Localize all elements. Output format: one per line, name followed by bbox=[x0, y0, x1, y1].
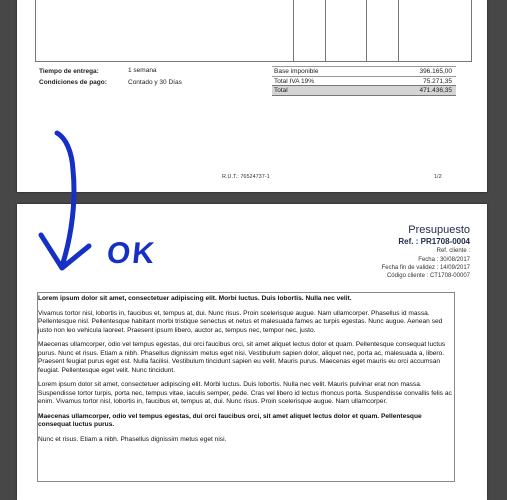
totals-value: 75.271,35 bbox=[423, 78, 452, 85]
payment-terms-label: Condiciones de pago: bbox=[39, 79, 107, 86]
totals-row-base bbox=[272, 66, 456, 76]
paragraph: Lorem ipsum dolor sit amet, consectetuer adipiscing elit. Morbi luctus. Duis lobortis. Nulla nec velit. bbox=[38, 295, 352, 302]
totals-value: 396.165,00 bbox=[419, 68, 452, 75]
paragraph: Nunc et risus. Etiam a nibh. Phasellus dignissim metus eget nisi. bbox=[38, 435, 227, 443]
table-column-divider bbox=[366, 0, 367, 61]
ok-annotation-text: OK bbox=[105, 237, 158, 270]
document-page-2 bbox=[17, 204, 487, 500]
totals-value: 471.436,35 bbox=[419, 87, 452, 94]
paragraph: Vivamus tortor nisl, lobortis in, faucibus et, tempus at, dui. Nunc risus. Proin scelerisque augue. Nam ullamcorper. Phasellus id massa. Pellentesque nisl. Pellentesque habitant morbi tristique senectus et netus et malesuada fames ac turpis egestas. Nunc augue. Aenean sed justo non leo vehicula laoreet. Praesent ipsum libero, auctor ac, tempus nec, tempor nec, justo. bbox=[38, 309, 443, 334]
client-code: Código cliente : CT1708-00007 bbox=[386, 273, 470, 279]
note-text-box bbox=[37, 292, 455, 482]
delivery-time-value: 1 semana bbox=[128, 67, 157, 74]
totals-label: Base imponible bbox=[274, 68, 319, 75]
totals-label: Total bbox=[274, 87, 288, 94]
totals-row-total bbox=[272, 85, 456, 96]
client-ref: Ref. cliente : bbox=[436, 248, 470, 254]
footer-page-number: 1/2 bbox=[434, 174, 442, 180]
quote-ref: Ref. : PR1708-0004 bbox=[398, 237, 470, 246]
quote-title: Presupuesto bbox=[408, 224, 470, 236]
totals-label: Total IVA 19% bbox=[274, 78, 314, 85]
delivery-time-label: Tiempo de entrega: bbox=[39, 68, 99, 75]
document-page-1 bbox=[17, 0, 487, 192]
paragraph: Maecenas ullamcorper, odio vel tempus egestas, dui orci faucibus orci, sit amet aliquet lectus dolor et quam. Pellentesque consequat luctus purus. bbox=[38, 412, 422, 428]
validity-date: Fecha fin de validez : 14/09/2017 bbox=[381, 265, 470, 271]
items-table bbox=[35, 0, 472, 62]
paragraph: Maecenas ullamcorper, odio vel tempus egestas, dui orci faucibus orci, sit amet aliquet lectus dolor et quam. Pellentesque consequat luctus purus. Nunc et risus. Etiam a nibh. Phasellus dignissim metus eget nisi. Vestibulum sapien dolor, aliquet nec, porta ac, malesuada a, libero. Praesent feugiat purus eget est. Nulla facilisi. Vestibulum tincidunt sapien eu velit. Mauris purus. Maecenas eget mauris eu orci accumsan feugiat. Pellentesque eget velit. Nunc tincidunt. bbox=[38, 341, 446, 374]
payment-terms-value: Contado y 30 Días bbox=[128, 79, 182, 86]
table-column-divider bbox=[293, 0, 294, 61]
quote-date: Fecha : 30/08/2017 bbox=[418, 257, 470, 263]
paragraph: Lorem ipsum dolor sit amet, consectetuer adipiscing elit. Morbi luctus. Duis lobortis. Nulla nec velit. Mauris pulvinar erat non massa. Suspendisse tortor turpis, porta nec, tempus vitae, iaculis semper, pede. Cras vel libero id lectus rhoncus porta. Suspendisse convallis felis ac enim. Vivamus tortor nisl, lobortis in, faucibus et, tempus at, dui. Nunc risus. Proin scelerisque augue. Nam ullamcorper. bbox=[38, 381, 452, 405]
table-column-divider bbox=[325, 0, 326, 61]
footer-rut: R.U.T.: 76524737-1 bbox=[222, 174, 270, 180]
table-column-divider bbox=[398, 0, 399, 61]
